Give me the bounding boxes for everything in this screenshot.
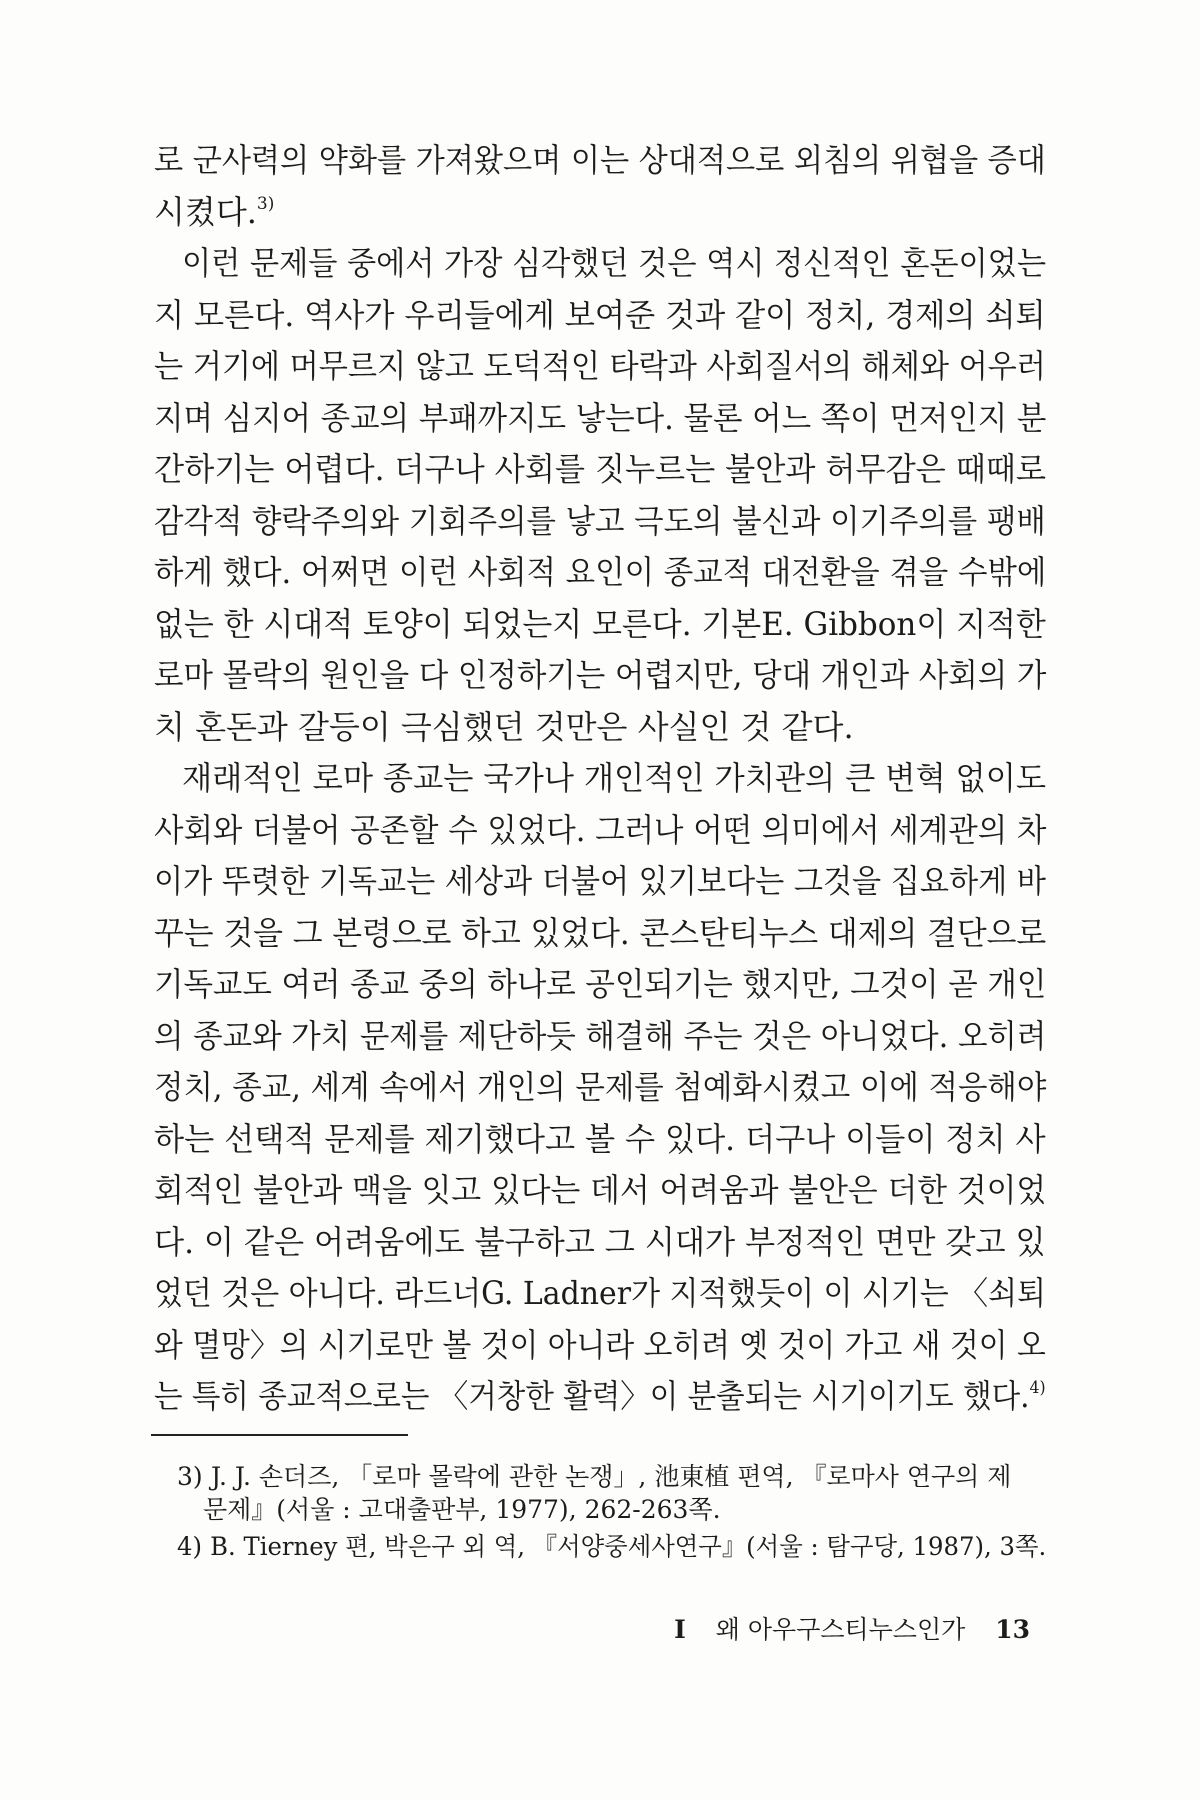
footnote-number: 3) bbox=[177, 1462, 203, 1491]
text-line: 간하기는 어렵다. 더구나 사회를 짓누르는 불안과 허무감은 때때로 bbox=[154, 450, 1047, 488]
text-line-content: 시켰다. bbox=[154, 193, 257, 231]
text-line: 의 종교와 가치 문제를 제단하듯 해결해 주는 것은 아니었다. 오히려 bbox=[154, 1017, 1047, 1055]
text-line: 는 거기에 머무르지 않고 도덕적인 타락과 사회질서의 해체와 어우러 bbox=[154, 347, 1046, 385]
text-line: 다. 이 같은 어려움에도 불구하고 그 시대가 부정적인 면만 갖고 있 bbox=[154, 1223, 1046, 1261]
text-line: 지 모른다. 역사가 우리들에게 보여준 것과 같이 정치, 경제의 쇠퇴 bbox=[154, 296, 1046, 334]
text-line: 하는 선택적 문제를 제기했다고 볼 수 있다. 더구나 이들이 정치 사 bbox=[154, 1120, 1046, 1158]
text-line: 정치, 종교, 세계 속에서 개인의 문제를 첨예화시켰고 이에 적응해야 bbox=[154, 1068, 1047, 1106]
text-line: 로 군사력의 약화를 가져왔으며 이는 상대적으로 외침의 위협을 증대 bbox=[154, 141, 1046, 179]
footnote-3-continued: 문제』(서울 : 고대출판부, 1977), 262-263쪽. bbox=[203, 1495, 721, 1524]
text-line: 꾸는 것을 그 본령으로 하고 있었다. 콘스탄티누스 대제의 결단으로 bbox=[154, 914, 1047, 952]
text-line: 이가 뚜렷한 기독교는 세상과 더불어 있기보다는 그것을 집요하게 바 bbox=[154, 862, 1046, 900]
running-title: 왜 아우구스티누스인가 bbox=[715, 1615, 966, 1644]
text-line: 사회와 더불어 공존할 수 있었다. 그러나 어떤 의미에서 세계관의 차 bbox=[154, 811, 1047, 849]
text-line: 재래적인 로마 종교는 국가나 개인적인 가치관의 큰 변혁 없이도 bbox=[182, 759, 1047, 797]
footnote-divider bbox=[151, 1434, 408, 1436]
text-line: 하게 했다. 어쩌면 이런 사회적 요인이 종교적 대전환을 겪을 수밖에 bbox=[154, 553, 1047, 591]
footnote-4 bbox=[177, 1531, 1046, 1563]
text-line: 없는 한 시대적 토양이 되었는지 모른다. 기본E. Gibbon이 지적한 bbox=[154, 605, 1046, 643]
text-line: 와 멸망〉의 시기로만 볼 것이 아니라 오히려 옛 것이 가고 새 것이 오 bbox=[154, 1326, 1046, 1364]
footnote-3 bbox=[177, 1461, 1011, 1493]
footnote-ref: 3) bbox=[256, 194, 275, 214]
footnote-number: 4) bbox=[177, 1532, 203, 1561]
text-line bbox=[154, 192, 274, 232]
text-line: 감각적 향락주의와 기회주의를 낳고 극도의 불신과 이기주의를 팽배 bbox=[154, 502, 1046, 540]
page-footer bbox=[674, 1614, 1030, 1646]
text-line: 이런 문제들 중에서 가장 심각했던 것은 역시 정신적인 혼돈이었는 bbox=[182, 244, 1047, 282]
footnote-ref: 4) bbox=[1029, 1378, 1046, 1398]
text-line: 기독교도 여러 종교 중의 하나로 공인되기는 했지만, 그것이 곧 개인 bbox=[154, 965, 1047, 1003]
text-line: 지며 심지어 종교의 부패까지도 낳는다. 물론 어느 쪽이 먼저인지 분 bbox=[154, 399, 1047, 437]
text-line: 었던 것은 아니다. 라드너G. Ladner가 지적했듯이 이 시기는 〈쇠퇴 bbox=[154, 1274, 1046, 1312]
chapter-number: I bbox=[674, 1615, 686, 1644]
text-line: 치 혼돈과 갈등이 극심했던 것만은 사실인 것 같다. bbox=[154, 708, 854, 746]
text-line-content: 는 특히 종교적으로는 〈거창한 활력〉이 분출되는 시기이기도 했다. bbox=[154, 1377, 1030, 1415]
page-number: 13 bbox=[995, 1615, 1030, 1644]
text-line: 회적인 불안과 맥을 잇고 있다는 데서 어려움과 불안은 더한 것이었 bbox=[154, 1171, 1047, 1209]
text-line bbox=[154, 1376, 1046, 1416]
footnote-text: B. Tierney 편, 박은구 외 역, 『서양중세사연구』(서울 : 탐구당, 1987), 3쪽. bbox=[210, 1532, 1047, 1561]
footnote-text: J. J. 손더즈, 「로마 몰락에 관한 논쟁」, 池東植 편역, 『로마사 연구의 제 bbox=[210, 1462, 1012, 1491]
text-line: 로마 몰락의 원인을 다 인정하기는 어렵지만, 당대 개인과 사회의 가 bbox=[154, 656, 1047, 694]
